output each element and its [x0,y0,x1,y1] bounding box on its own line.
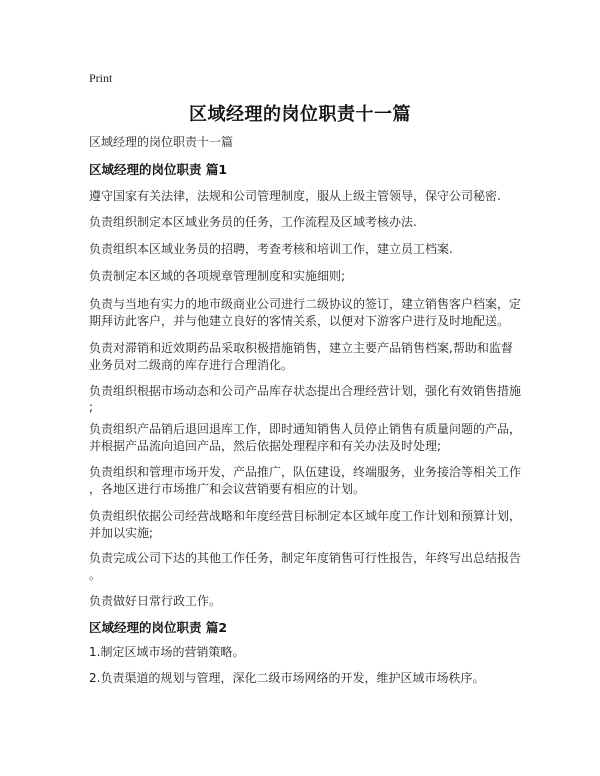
print-label: Print [89,71,113,85]
paragraph-10-line-1: 负责组织依据公司经营战略和年度经营目标制定本区域年度工作计划和预算计划， [89,509,522,523]
document-subtitle: 区域经理的岗位职责十一篇 [89,135,234,149]
paragraph-6-line-2: 业务员对二级商的库存进行合理消化。 [89,358,294,372]
section-1-heading: 区域经理的岗位职责 篇1 [89,162,228,177]
paragraph-11-line-1: 负责完成公司下达的其他工作任务，制定年度销售可行性报告，年终写出总结报告 [89,551,522,565]
paragraph-6-line-1: 负责对滞销和近效期药品采取积极措施销售，建立主要产品销售档案,帮助和监督 [89,341,513,355]
paragraph-11-line-2: 。 [89,568,102,582]
paragraph-12-line-1: 负责做好日常行政工作。 [89,594,222,608]
section-2-item-2: 2.负责渠道的规划与管理，深化二级市场网络的开发，维护区域市场秩序。 [89,671,485,685]
paragraph-1-line-1: 遵守国家有关法律，法规和公司管理制度，服从上级主管领导，保守公司秘密. [89,189,501,203]
paragraph-5-line-2: 期拜访此客户，并与他建立良好的客情关系，以便对下游客户进行及时地配送。 [89,314,510,328]
paragraph-2-line-1: 负责组织制定本区域业务员的任务，工作流程及区域考核办法. [89,215,417,229]
document-title: 区域经理的岗位职责十一篇 [189,104,411,125]
paragraph-5-line-1: 负责与当地有实力的地市级商业公司进行二级协议的签订，建立销售客户档案，定 [89,297,522,311]
paragraph-8-line-2: 并根据产品流向追回产品，然后依据处理程序和有关办法及时处理; [89,439,442,453]
paragraph-4-line-1: 负责制定本区域的各项规章管理制度和实施细则; [89,269,346,283]
paragraph-9-line-2: ，各地区进行市场推广和会议营销要有相应的计划。 [89,482,366,496]
section-2-heading: 区域经理的岗位职责 篇2 [89,620,228,635]
paragraph-7-line-2: ; [89,400,94,414]
paragraph-3-line-1: 负责组织本区域业务员的招聘，考查考核和培训工作，建立员工档案. [89,242,453,256]
paragraph-8-line-1: 负责组织产品销后退回退库工作，即时通知销售人员停止销售有质量问题的产品， [89,422,522,436]
paragraph-10-line-2: 并加以实施; [89,526,154,540]
paragraph-9-line-1: 负责组织和管理市场开发，产品推广，队伍建设，终端服务，业务接洽等相关工作 [89,465,522,479]
paragraph-7-line-1: 负责组织根据市场动态和公司产品库存状态提出合理经营计划，强化有效销售措施 [89,384,522,398]
section-2-item-1: 1.制定区域市场的营销策略。 [89,645,245,659]
